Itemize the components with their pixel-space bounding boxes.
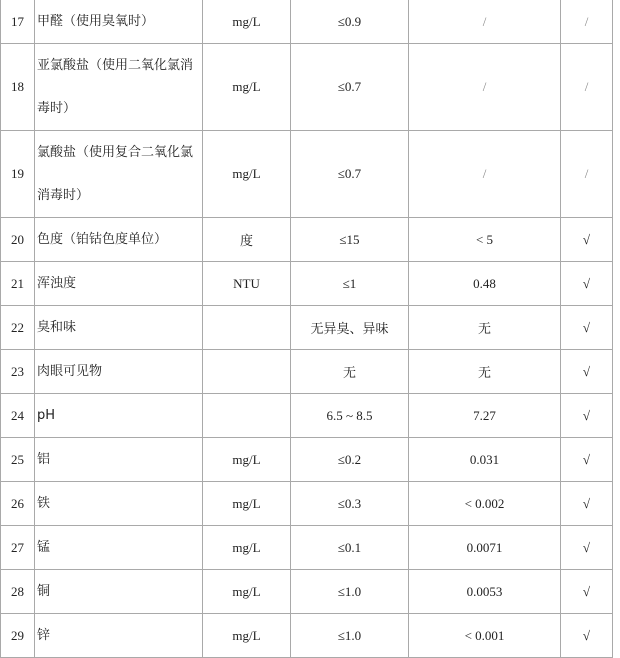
row-number: 26 <box>1 482 35 526</box>
verdict-cell: √ <box>561 218 613 262</box>
indicator-name: 色度（铂钴色度单位） <box>35 218 203 262</box>
unit-cell: mg/L <box>203 526 291 570</box>
result-cell: / <box>409 44 561 131</box>
limit-cell: 无 <box>291 350 409 394</box>
table-row <box>1 394 613 438</box>
verdict-cell: √ <box>561 306 613 350</box>
indicator-name: 肉眼可见物 <box>35 350 203 394</box>
result-cell: 0.48 <box>409 262 561 306</box>
indicator-name: 铁 <box>35 482 203 526</box>
unit-cell <box>203 306 291 350</box>
table-row <box>1 482 613 526</box>
result-cell: / <box>409 131 561 218</box>
table-row <box>1 131 613 218</box>
indicator-name: 锰 <box>35 526 203 570</box>
verdict-cell: √ <box>561 350 613 394</box>
unit-cell <box>203 350 291 394</box>
result-cell: 0.0071 <box>409 526 561 570</box>
limit-cell: ≤0.9 <box>291 0 409 44</box>
indicator-name: 铜 <box>35 570 203 614</box>
verdict-cell: √ <box>561 394 613 438</box>
row-number: 29 <box>1 614 35 658</box>
row-number: 27 <box>1 526 35 570</box>
unit-cell: mg/L <box>203 44 291 131</box>
row-number: 23 <box>1 350 35 394</box>
unit-cell: mg/L <box>203 482 291 526</box>
table-row <box>1 570 613 614</box>
indicator-name: 铝 <box>35 438 203 482</box>
row-number: 22 <box>1 306 35 350</box>
limit-cell: ≤0.1 <box>291 526 409 570</box>
result-cell: / <box>409 0 561 44</box>
result-cell: 0.031 <box>409 438 561 482</box>
limit-cell: ≤15 <box>291 218 409 262</box>
unit-cell: NTU <box>203 262 291 306</box>
verdict-cell: √ <box>561 262 613 306</box>
unit-cell: 度 <box>203 218 291 262</box>
verdict-cell: / <box>561 44 613 131</box>
verdict-cell: / <box>561 0 613 44</box>
row-number: 25 <box>1 438 35 482</box>
limit-cell: ≤0.7 <box>291 131 409 218</box>
table-row <box>1 306 613 350</box>
limit-cell: ≤0.3 <box>291 482 409 526</box>
table-row <box>1 0 613 44</box>
row-number: 24 <box>1 394 35 438</box>
table-row <box>1 526 613 570</box>
result-cell: 7.27 <box>409 394 561 438</box>
limit-cell: 无异臭、异味 <box>291 306 409 350</box>
unit-cell: mg/L <box>203 570 291 614</box>
table-row <box>1 262 613 306</box>
table-row <box>1 44 613 131</box>
indicator-name: 氯酸盐（使用复合二氧化氯消毒时） <box>35 131 203 218</box>
verdict-cell: √ <box>561 526 613 570</box>
row-number: 28 <box>1 570 35 614</box>
result-cell: < 5 <box>409 218 561 262</box>
unit-cell: mg/L <box>203 0 291 44</box>
verdict-cell: √ <box>561 438 613 482</box>
indicator-name: 臭和味 <box>35 306 203 350</box>
verdict-cell: √ <box>561 482 613 526</box>
limit-cell: 6.5 ~ 8.5 <box>291 394 409 438</box>
limit-cell: ≤1.0 <box>291 570 409 614</box>
result-cell: 无 <box>409 350 561 394</box>
indicator-name: 锌 <box>35 614 203 658</box>
indicator-name: 浑浊度 <box>35 262 203 306</box>
table-row <box>1 438 613 482</box>
indicator-name: 甲醛（使用臭氧时） <box>35 0 203 44</box>
indicator-name: pH <box>35 394 203 438</box>
limit-cell: ≤0.7 <box>291 44 409 131</box>
row-number: 17 <box>1 0 35 44</box>
verdict-cell: √ <box>561 614 613 658</box>
result-cell: 0.0053 <box>409 570 561 614</box>
row-number: 21 <box>1 262 35 306</box>
limit-cell: ≤1 <box>291 262 409 306</box>
table-row <box>1 218 613 262</box>
unit-cell: mg/L <box>203 614 291 658</box>
unit-cell: mg/L <box>203 131 291 218</box>
result-cell: < 0.002 <box>409 482 561 526</box>
unit-cell <box>203 394 291 438</box>
verdict-cell: √ <box>561 570 613 614</box>
unit-cell: mg/L <box>203 438 291 482</box>
result-cell: 无 <box>409 306 561 350</box>
row-number: 20 <box>1 218 35 262</box>
limit-cell: ≤0.2 <box>291 438 409 482</box>
verdict-cell: / <box>561 131 613 218</box>
table-row <box>1 614 613 658</box>
table-row <box>1 350 613 394</box>
result-cell: < 0.001 <box>409 614 561 658</box>
row-number: 18 <box>1 44 35 131</box>
limit-cell: ≤1.0 <box>291 614 409 658</box>
row-number: 19 <box>1 131 35 218</box>
indicator-name: 亚氯酸盐（使用二氧化氯消毒时） <box>35 44 203 131</box>
